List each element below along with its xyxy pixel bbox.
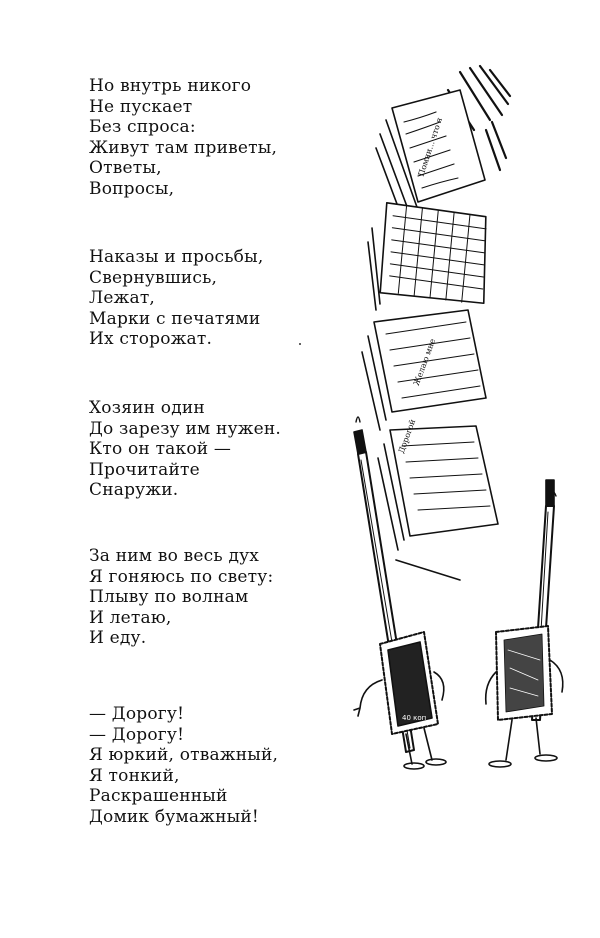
- poem-line: Я гоняюсь по свету:: [89, 566, 274, 587]
- letter-text-2: Желаю мне: [411, 337, 438, 387]
- poem-line: Наказы и просьбы,: [89, 247, 264, 267]
- poem-line: Ответы,: [89, 158, 162, 179]
- letter-text-3: Дорогой: [396, 418, 418, 455]
- stamp-character-right: [486, 626, 563, 767]
- stamp-denomination: 40 коп: [402, 714, 427, 722]
- stanza: [89, 247, 263, 350]
- poem-line: — Дорогу!: [89, 704, 185, 724]
- poem-line: — Дорогу!: [89, 724, 185, 745]
- poem-line: Я тонкий,: [89, 765, 180, 786]
- poem-line: Домик бумажный!: [89, 806, 259, 827]
- ink-speck: [299, 343, 301, 345]
- stanza: [89, 398, 281, 501]
- poem-line: Плыву по волнам: [89, 587, 249, 608]
- poem-line: Раскрашенный: [89, 786, 228, 807]
- letter-sheet-3: [362, 310, 486, 430]
- stamp-character-left: [354, 632, 446, 769]
- poem-line: Но внутрь никого: [89, 76, 252, 96]
- poem-line: Хозяин один: [89, 398, 205, 418]
- poem-line: Лежат,: [89, 288, 156, 309]
- poem-line: Без спроса:: [89, 117, 196, 138]
- poem-line: Снаружи.: [89, 480, 179, 501]
- poem-line: Вопросы,: [89, 178, 175, 199]
- poem-line: Кто он такой —: [89, 439, 232, 460]
- letter-sheet-4: [378, 418, 498, 580]
- letter-sheet-2: [368, 203, 496, 310]
- poem-line: До зарезу им нужен.: [89, 418, 282, 439]
- poem-line: Живут там приветы,: [89, 137, 278, 158]
- poem-line: И еду.: [89, 628, 147, 649]
- poem-line: За ним во весь дух: [89, 546, 260, 566]
- poem-line: Свернувшись,: [89, 267, 218, 288]
- stanza: [89, 546, 273, 649]
- poem-line: Марки с печатями: [89, 308, 261, 329]
- poem-line: Их сторожат.: [89, 329, 213, 350]
- letter-text-1: Помни… что я: [416, 116, 445, 178]
- poem-line: Я юркий, отважный,: [89, 745, 279, 766]
- letters-illustration: [340, 60, 580, 790]
- stanza: [89, 76, 277, 200]
- stanza: [89, 704, 278, 828]
- poem-line: Не пускает: [89, 96, 193, 117]
- poem-line: Прочитайте: [89, 459, 200, 480]
- poem-line: И летаю,: [89, 607, 172, 628]
